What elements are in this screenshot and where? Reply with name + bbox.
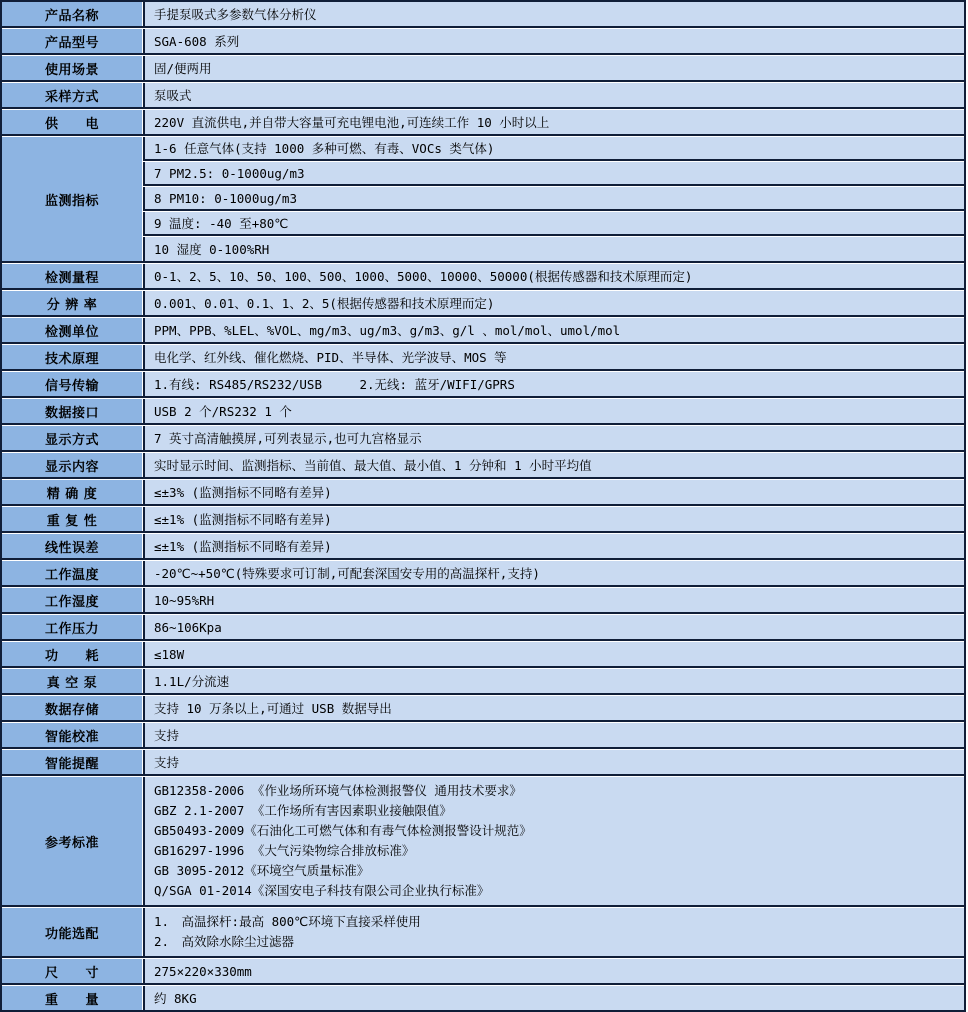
- spec-value: ≤±1% (监测指标不同略有差异): [143, 507, 964, 531]
- table-row: [2, 2, 964, 28]
- spec-values: [143, 507, 964, 531]
- spec-label: 信号传输: [2, 372, 142, 396]
- spec-value: -20℃~+50℃(特殊要求可订制,可配套深国安专用的高温探杆,支持): [143, 561, 964, 585]
- table-row: [2, 372, 964, 398]
- table-row: [2, 615, 964, 641]
- spec-value: 1.1L/分流速: [143, 669, 964, 693]
- spec-values: [143, 264, 964, 288]
- table-row: [2, 507, 964, 533]
- spec-value: ≤±1% (监测指标不同略有差异): [143, 534, 964, 558]
- table-row: [2, 959, 964, 985]
- spec-value: 10~95%RH: [143, 588, 964, 612]
- spec-value-line: GB16297-1996 《大气污染物综合排放标准》: [154, 843, 415, 858]
- spec-label: 精 确 度: [2, 480, 142, 504]
- spec-subvalue: 7 PM2.5: 0-1000ug/m3: [143, 162, 964, 186]
- table-row: [2, 426, 964, 452]
- spec-label: 供 电: [2, 110, 142, 134]
- spec-value: ≤±3% (监测指标不同略有差异): [143, 480, 964, 504]
- spec-label: 功 耗: [2, 642, 142, 666]
- spec-values: [143, 318, 964, 342]
- spec-value-line: 2. 高效除水除尘过滤器: [154, 934, 295, 949]
- table-row: [2, 345, 964, 371]
- table-row: [2, 453, 964, 479]
- spec-label: 产品名称: [2, 2, 142, 26]
- spec-label: 尺 寸: [2, 959, 142, 983]
- spec-subvalue: 9 温度: -40 至+80℃: [143, 212, 964, 236]
- spec-label: 分 辨 率: [2, 291, 142, 315]
- spec-value-line: GBZ 2.1-2007 《工作场所有害因素职业接触限值》: [154, 803, 452, 818]
- spec-label: 工作湿度: [2, 588, 142, 612]
- spec-values: [143, 723, 964, 747]
- spec-value: [143, 777, 964, 905]
- table-row: [2, 29, 964, 55]
- spec-values: [143, 669, 964, 693]
- spec-values: [143, 56, 964, 80]
- spec-values: [143, 696, 964, 720]
- spec-values: [143, 986, 964, 1010]
- table-row: [2, 986, 964, 1010]
- spec-value: 支持 10 万条以上,可通过 USB 数据导出: [143, 696, 964, 720]
- spec-label: 真 空 泵: [2, 669, 142, 693]
- spec-value: 0.001、0.01、0.1、1、2、5(根据传感器和技术原理而定): [143, 291, 964, 315]
- spec-values: [143, 480, 964, 504]
- table-row: [2, 908, 964, 958]
- spec-value: 约 8KG: [143, 986, 964, 1010]
- table-row: [2, 137, 964, 263]
- spec-values: [143, 534, 964, 558]
- spec-subvalue: 1-6 任意气体(支持 1000 多种可燃、有毒、VOCs 类气体): [143, 137, 964, 161]
- spec-value: 275×220×330mm: [143, 959, 964, 983]
- spec-value-line: GB50493-2009《石油化工可燃气体和有毒气体检测报警设计规范》: [154, 823, 532, 838]
- table-row: [2, 642, 964, 668]
- spec-value: 支持: [143, 750, 964, 774]
- spec-label: 功能选配: [2, 908, 142, 956]
- spec-value: PPM、PPB、%LEL、%VOL、mg/m3、ug/m3、g/m3、g/l 、mol/mol、umol/mol: [143, 318, 964, 342]
- spec-values: [143, 110, 964, 134]
- spec-values: [143, 959, 964, 983]
- table-row: [2, 696, 964, 722]
- spec-value: 86~106Kpa: [143, 615, 964, 639]
- spec-label: 重 复 性: [2, 507, 142, 531]
- table-row: [2, 669, 964, 695]
- spec-values: [143, 399, 964, 423]
- table-row: [2, 83, 964, 109]
- table-row: [2, 723, 964, 749]
- spec-label: 技术原理: [2, 345, 142, 369]
- table-row: [2, 318, 964, 344]
- spec-values: [143, 615, 964, 639]
- spec-value: 固/便两用: [143, 56, 964, 80]
- table-row: [2, 777, 964, 907]
- spec-value: 支持: [143, 723, 964, 747]
- spec-values: [143, 642, 964, 666]
- spec-values: [143, 29, 964, 53]
- table-row: [2, 291, 964, 317]
- spec-values: [143, 345, 964, 369]
- table-row: [2, 534, 964, 560]
- spec-value: SGA-608 系列: [143, 29, 964, 53]
- spec-label: 检测量程: [2, 264, 142, 288]
- spec-label: 工作温度: [2, 561, 142, 585]
- spec-subvalue: 8 PM10: 0-1000ug/m3: [143, 187, 964, 211]
- spec-value: 220V 直流供电,并自带大容量可充电锂电池,可连续工作 10 小时以上: [143, 110, 964, 134]
- spec-label: 智能校准: [2, 723, 142, 747]
- spec-values: [143, 588, 964, 612]
- table-row: [2, 264, 964, 290]
- spec-values: [143, 426, 964, 450]
- table-row: [2, 750, 964, 776]
- table-row: [2, 561, 964, 587]
- spec-label: 数据存储: [2, 696, 142, 720]
- spec-value-line: GB12358-2006 《作业场所环境气体检测报警仪 通用技术要求》: [154, 783, 522, 798]
- spec-subvalue: 10 湿度 0-100%RH: [143, 237, 964, 261]
- spec-value: 1.有线: RS485/RS232/USB 2.无线: 蓝牙/WIFI/GPRS: [143, 372, 964, 396]
- spec-value: 0-1、2、5、10、50、100、500、1000、5000、10000、50000(根据传感器和技术原理而定): [143, 264, 964, 288]
- table-row: [2, 110, 964, 136]
- spec-label: 显示内容: [2, 453, 142, 477]
- spec-label: 检测单位: [2, 318, 142, 342]
- spec-value: 手提泵吸式多参数气体分析仪: [143, 2, 964, 26]
- spec-values: [143, 2, 964, 26]
- spec-label: 数据接口: [2, 399, 142, 423]
- spec-values: [143, 372, 964, 396]
- spec-values: [143, 291, 964, 315]
- spec-label: 监测指标: [2, 137, 142, 261]
- spec-value: 7 英寸高清触摸屏,可列表显示,也可九宫格显示: [143, 426, 964, 450]
- spec-label: 参考标准: [2, 777, 142, 905]
- spec-values: [143, 750, 964, 774]
- spec-label: 显示方式: [2, 426, 142, 450]
- spec-values: [143, 83, 964, 107]
- spec-value-line: Q/SGA 01-2014《深国安电子科技有限公司企业执行标准》: [154, 883, 490, 898]
- spec-value-line: 1. 高温探杆:最高 800℃环境下直接采样使用: [154, 914, 421, 929]
- spec-label: 重 量: [2, 986, 142, 1010]
- spec-label: 产品型号: [2, 29, 142, 53]
- spec-values: [143, 908, 964, 956]
- spec-value: 电化学、红外线、催化燃烧、PID、半导体、光学波导、MOS 等: [143, 345, 964, 369]
- spec-value: [143, 908, 964, 956]
- spec-label: 线性误差: [2, 534, 142, 558]
- spec-value-line: GB 3095-2012《环境空气质量标准》: [154, 863, 370, 878]
- spec-label: 使用场景: [2, 56, 142, 80]
- spec-values: [143, 453, 964, 477]
- spec-label: 智能提醒: [2, 750, 142, 774]
- table-row: [2, 56, 964, 82]
- spec-values: [143, 137, 964, 261]
- table-row: [2, 480, 964, 506]
- table-row: [2, 399, 964, 425]
- spec-label: 工作压力: [2, 615, 142, 639]
- spec-values: [143, 777, 964, 905]
- table-row: [2, 588, 964, 614]
- spec-label: 采样方式: [2, 83, 142, 107]
- spec-value: USB 2 个/RS232 1 个: [143, 399, 964, 423]
- spec-value: 泵吸式: [143, 83, 964, 107]
- spec-value: 实时显示时间、监测指标、当前值、最大值、最小值、1 分钟和 1 小时平均值: [143, 453, 964, 477]
- spec-value: ≤18W: [143, 642, 964, 666]
- spec-values: [143, 561, 964, 585]
